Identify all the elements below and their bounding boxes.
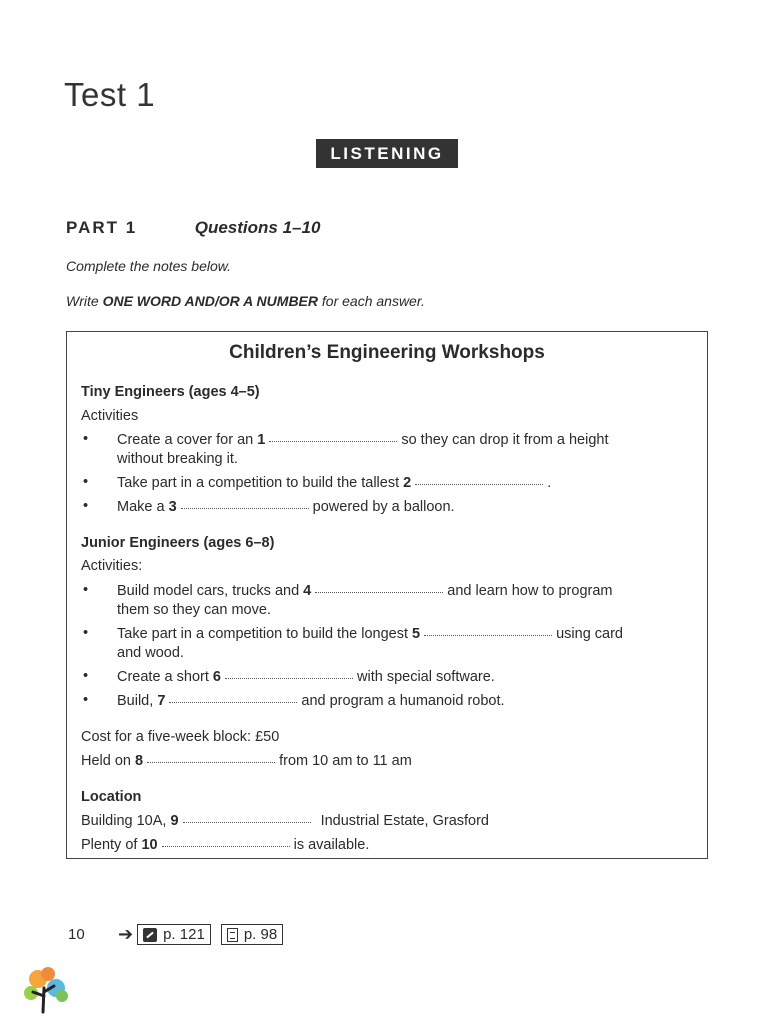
cost-line: Cost for a five-week block: £50: [81, 729, 280, 745]
answer-gap[interactable]: [181, 507, 309, 509]
item-text: so they can drop it from a height: [401, 432, 609, 448]
item-text: with special software.: [357, 669, 495, 685]
notes-box: [66, 331, 708, 859]
item-text: Plenty of: [81, 837, 142, 853]
answer-gap[interactable]: [183, 821, 311, 823]
question-number: 5: [412, 626, 421, 642]
list-item: [81, 474, 691, 493]
item-text: is available.: [293, 837, 370, 853]
question-number: 8: [135, 753, 144, 769]
pencil-square-icon: [143, 928, 157, 942]
answer-gap[interactable]: [225, 677, 353, 679]
answer-gap[interactable]: [162, 845, 290, 847]
notes-title: Children’s Engineering Workshops: [229, 342, 545, 363]
page-footer: [68, 924, 293, 945]
question-number: 4: [303, 583, 312, 599]
question-number: 3: [168, 499, 177, 515]
item-text: Building 10A,: [81, 813, 171, 829]
item-text: Held on: [81, 753, 136, 769]
bullet-icon: •: [83, 692, 89, 708]
item-text: Build,: [117, 693, 158, 709]
junior-activities-label: Activities:: [81, 558, 143, 574]
held-line: [81, 753, 412, 769]
tiny-engineers-heading: Tiny Engineers (ages 4–5): [81, 384, 260, 400]
item-text: them so they can move.: [117, 602, 271, 618]
bullet-icon: •: [83, 498, 89, 514]
item-text: from 10 am to 11 am: [279, 753, 412, 769]
list-item: [81, 498, 691, 517]
instruction-complete: Complete the notes below.: [66, 258, 231, 274]
answer-gap[interactable]: [169, 701, 297, 703]
section-banner: LISTENING: [316, 139, 458, 168]
item-text: .: [547, 475, 552, 491]
page-number: 10: [68, 926, 85, 943]
question-number: 10: [141, 837, 158, 853]
tiny-activities-label: Activities: [81, 408, 139, 424]
answer-gap[interactable]: [415, 483, 543, 485]
item-text: and program a humanoid robot.: [301, 693, 505, 709]
arrow-right-icon: ➔: [118, 924, 134, 944]
list-item: [81, 582, 691, 620]
bullet-icon: •: [83, 582, 89, 598]
transcript-reference[interactable]: [221, 924, 283, 945]
bullet-icon: •: [83, 431, 89, 447]
reference-page: p. 98: [243, 926, 278, 943]
item-text: Create a short: [117, 669, 213, 685]
location-heading: Location: [81, 789, 142, 805]
question-number: 9: [170, 813, 179, 829]
page-title: Test 1: [64, 76, 156, 113]
list-item: [81, 692, 691, 711]
answer-gap[interactable]: [315, 591, 443, 593]
item-text: Take part in a competition to build the tallest: [117, 475, 404, 491]
question-number: 2: [403, 475, 412, 491]
item-text: without breaking it.: [117, 451, 238, 467]
junior-engineers-heading: Junior Engineers (ages 6–8): [81, 535, 275, 551]
instruction-word-limit: [66, 293, 425, 309]
item-text: Take part in a competition to build the longest: [117, 626, 413, 642]
instruction-text: for each answer.: [318, 293, 425, 309]
item-text: Create a cover for an: [117, 432, 258, 448]
item-text: Make a: [117, 499, 169, 515]
question-number: 7: [157, 693, 166, 709]
question-number: 1: [257, 432, 266, 448]
reference-page: p. 121: [163, 926, 205, 943]
document-icon: [227, 928, 238, 942]
list-item: [81, 668, 691, 687]
list-item: [81, 625, 691, 663]
instruction-text: Write: [66, 293, 103, 309]
answer-reference[interactable]: [137, 924, 211, 945]
bullet-icon: •: [83, 625, 89, 641]
bullet-icon: •: [83, 474, 89, 490]
part-header: [66, 218, 320, 238]
answer-gap[interactable]: [147, 761, 275, 763]
list-item: [81, 431, 691, 469]
location-line: [81, 813, 489, 829]
item-text: and learn how to program: [447, 583, 613, 599]
item-text: powered by a balloon.: [312, 499, 455, 515]
answer-gap[interactable]: [269, 440, 397, 442]
tree-logo-icon: [20, 966, 70, 1014]
instruction-bold: ONE WORD AND/OR A NUMBER: [102, 293, 318, 309]
item-text: Build model cars, trucks and: [117, 583, 304, 599]
item-text: and wood.: [117, 645, 184, 661]
item-text: using card: [556, 626, 623, 642]
answer-gap[interactable]: [424, 634, 552, 636]
part-questions: Questions 1–10: [194, 218, 321, 237]
question-number: 6: [212, 669, 221, 685]
bullet-icon: •: [83, 668, 89, 684]
part-label: PART 1: [66, 218, 138, 237]
parking-line: [81, 837, 369, 853]
item-text: Industrial Estate, Grasford: [320, 813, 489, 829]
